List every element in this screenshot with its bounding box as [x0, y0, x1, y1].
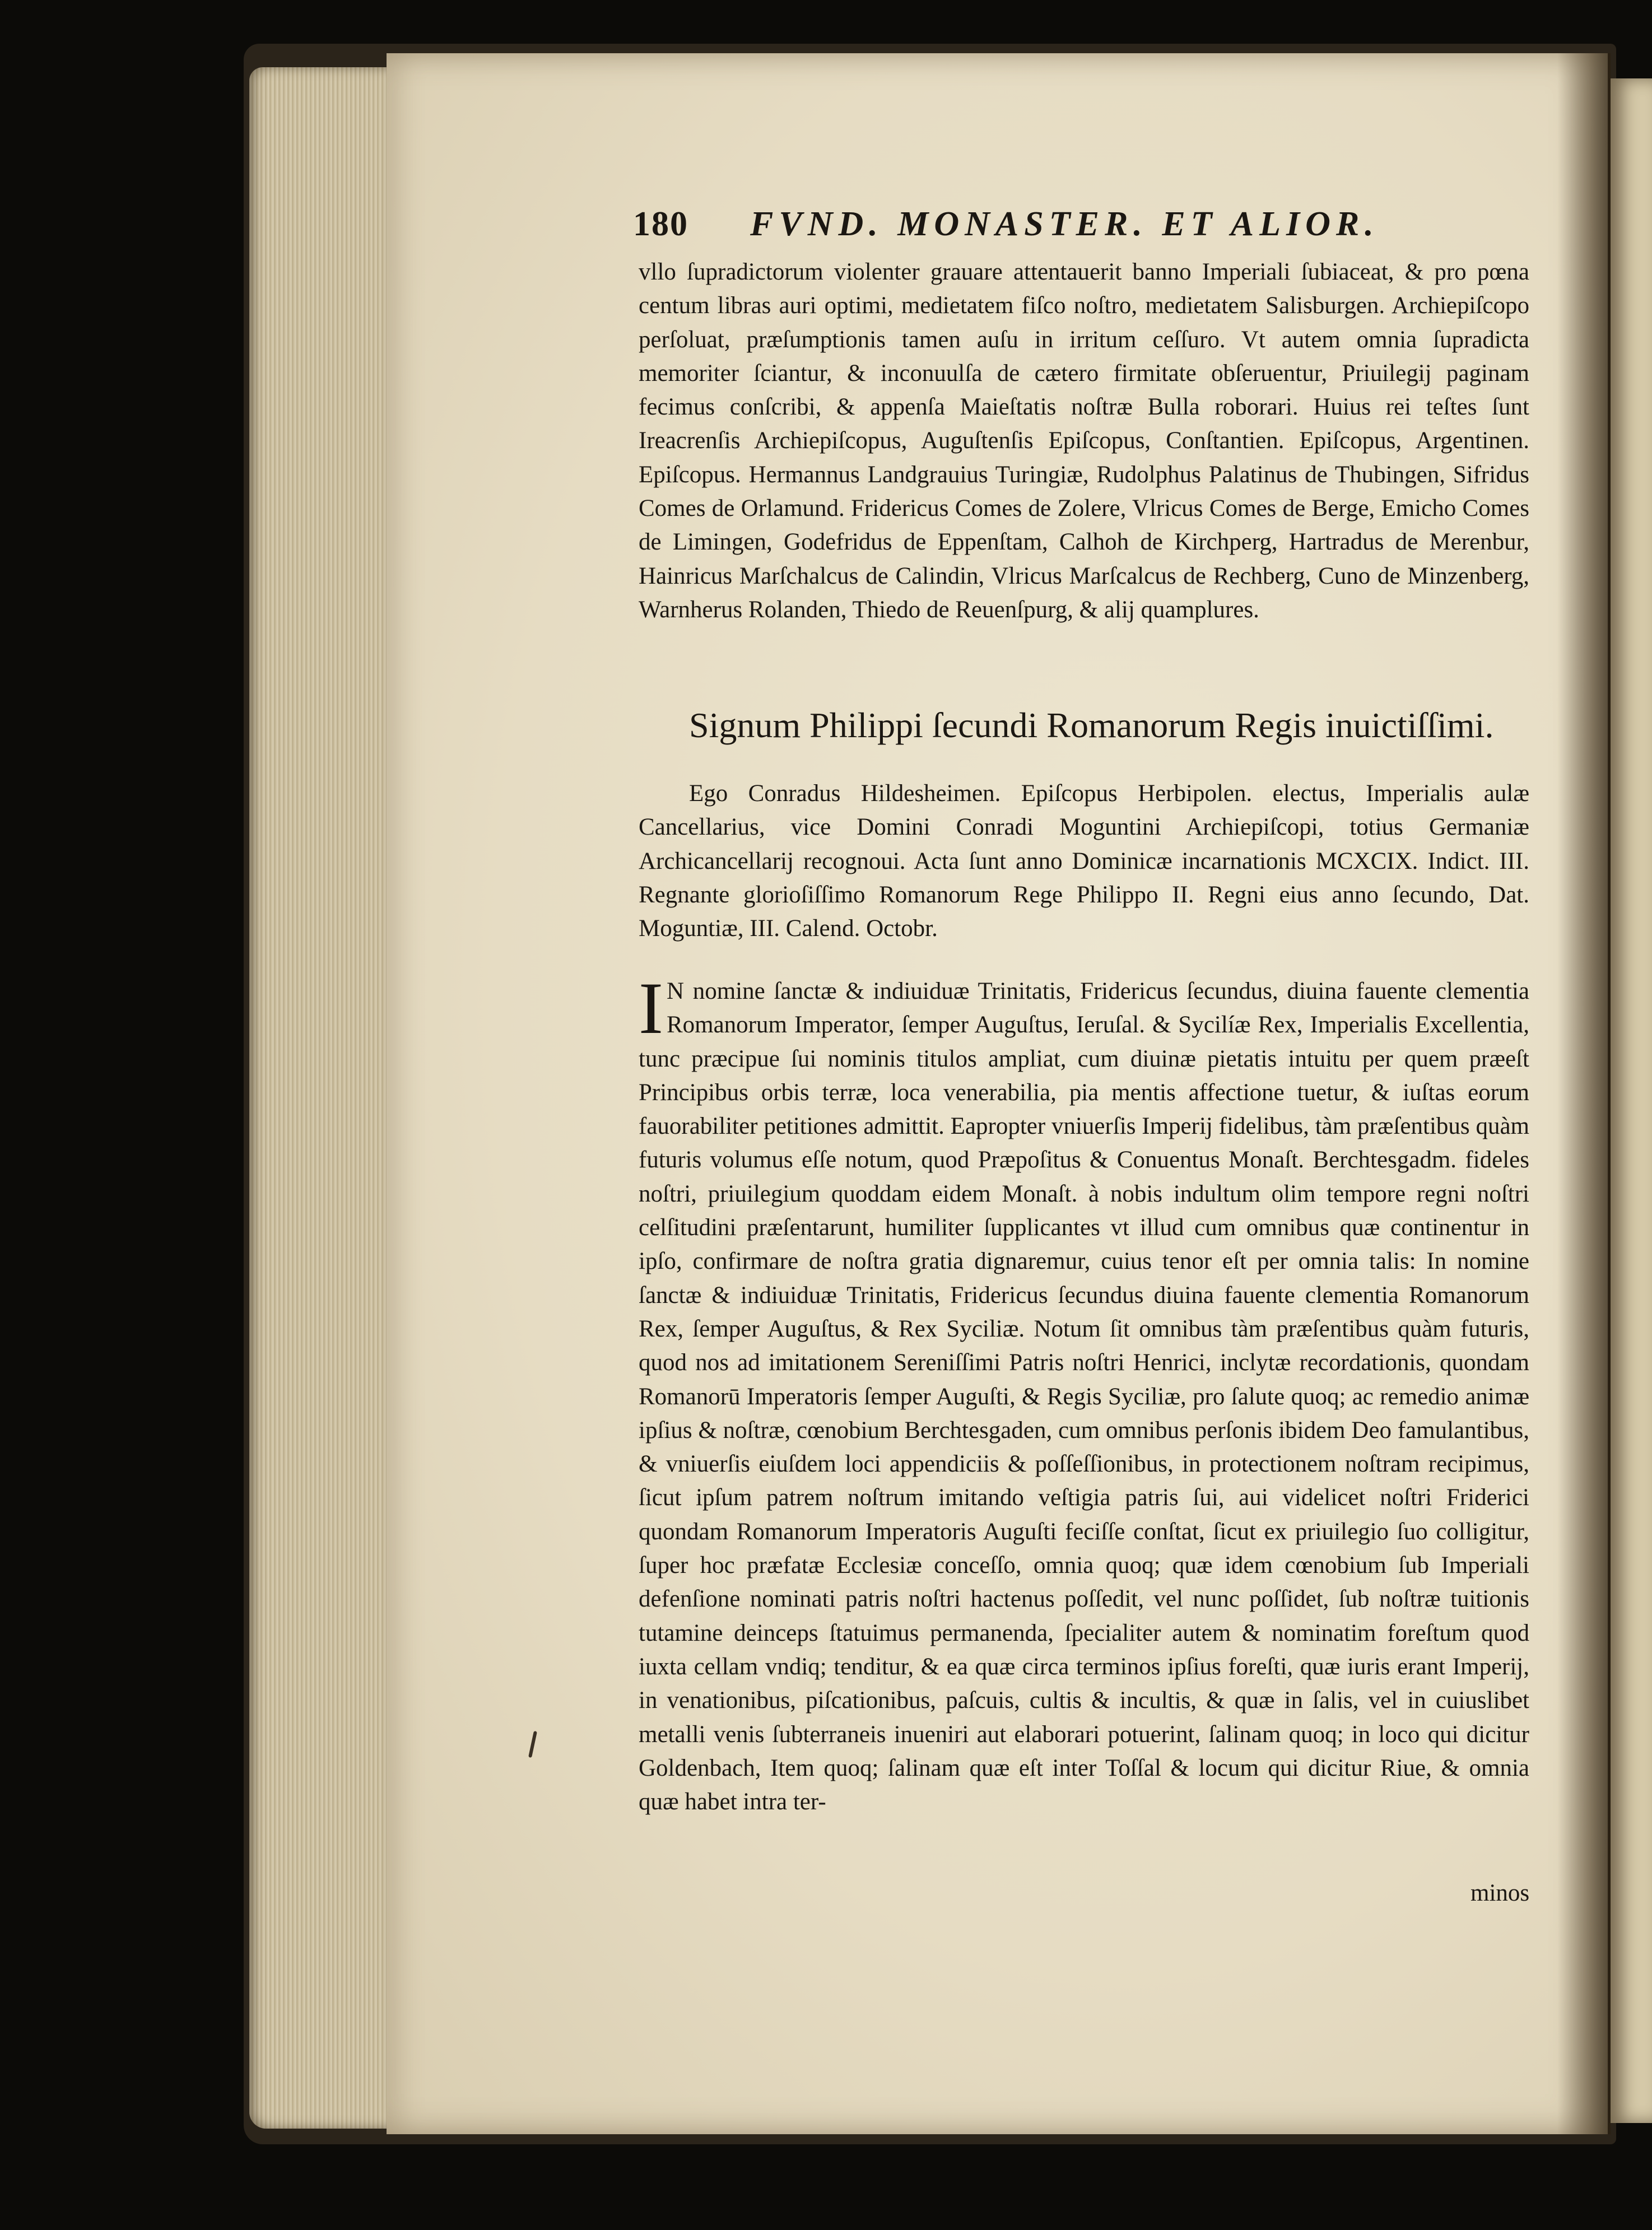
paragraph-3: N nomine ſanctæ & indiuiduæ Trinitatis, Fridericus ſecundus, diuina fauente clementia Romanorum Imperator, ſemper Auguſtus, Ieruſal. & Sycilíæ Rex, Imperialis Excellentia, tunc præcipue ſui nominis titulos ampliat, cum diuinæ pietatis intuitu per quem præeſt Principibus orbis terræ, loca venerabilia, pia mentis affectione tuetur, & iuſtas eorum fauorabiliter petitiones admittit. Eapropter vniuerſis Imperij fidelibus, tàm præſentibus quàm futuris volumus eſſe notum, quod Præpoſitus & Conuentus Monaſt. Berchtesgadm. fideles noſtri, priuilegium quoddam eidem Monaſt. à nobis indultum olim tempore regni noſtri celſitudini præſentarunt, humiliter ſupplicantes vt illud cum omnibus quæ continentur in ipſo, confirmare de noſtra gratia dignaremur, cuius tenor eſt per omnia talis: In nomine ſanctæ & indiuiduæ Trinitatis, Fridericus ſecundus diuina fauente clementia Romanorum Rex, ſemper Auguſtus, & Rex Syciliæ. Notum ſit omnibus tàm præſentibus quàm futuris, quod nos ad imitationem Sereniſſimi Patris noſtri Henrici, inclytæ recordationis, quondam Romanorū Imperatoris ſemper Auguſti, & Regis Syciliæ, pro ſalute quoq; ac remedio animæ ipſius & noſtræ, cœnobium Berchtesgaden, cum omnibus perſonis ibidem Deo famulantibus, & vniuerſis eiuſdem loci appendiciis & poſſeſſionibus, in protectionem noſtram recipimus, ſicut ipſum patrem noſtrum imitando veſtigia patris ſui, aui videlicet noſtri Friderici quondam Romanorum Imperatoris Auguſti feciſſe conſtat, ſicut ex priuilegio ſuo colligitur, ſuper hoc præfatæ Ecclesiæ conceſſo, omnia quoq; quæ idem cœnobium ſub Imperiali defenſione nominati patris noſtri hactenus poſſedit, vel nunc poſſidet, ſub noſtræ tuitionis tutamine deinceps ſtatuimus permanenda, ſpecialiter autem & nominatim foreſtum quod iuxta cellam vndiq; tenditur, & ea quæ circa terminos ipſius foreſti, quæ iuris erant Imperij, in venationibus, piſcationibus, paſcuis, cultis & incultis, & quæ in ſalis, vel in cuiuslibet metalli venis ſubterraneis inueniri aut elaborari potuerint, ſalinam quoq; in loco qui dicitur Goldenbach, Item quoq; ſalinam quæ eſt inter Toſſal & locum qui dicitur Riue, & omnia quæ habet intra ter- [639, 978, 1529, 1815]
page-number: 180 [633, 205, 688, 243]
gutter-shadow [1557, 53, 1611, 2134]
running-head [633, 204, 1529, 255]
section-heading: Signum Philippi ſecundi Romanorum Regis inuictiſſimi. [689, 705, 1494, 745]
running-head-title: FVND. MONASTER. ET ALIOR. [750, 205, 1379, 243]
catchword: minos [1470, 1880, 1530, 1906]
page-edges [249, 67, 389, 2129]
facing-page-edge [1611, 78, 1652, 2123]
drop-cap: I [639, 967, 663, 1049]
paragraph-1: vllo ſupradictorum violenter grauare attentauerit banno Imperiali ſubiaceat, & pro pœna centum libras auri optimi, medietatem fiſco noſtro, medietatem Salisburgen. Archiepiſcopo perſoluat, præſumptionis tamen auſu in irritum ceſſuro. Vt autem omnia ſupradicta memoriter ſciantur, & inconuulſa de cætero firmitate obſeruentur, Priuilegij paginam fecimus conſcribi, & appenſa Maieſtatis noſtræ Bulla roborari. Huius rei teſtes ſunt Ireacrenſis Archiepiſcopus, Auguſtenſis Epiſcopus, Conſtantien. Epiſcopus, Argentinen. Epiſcopus. Hermannus Landgrauius Turingiæ, Rudolphus Palatinus de Thubingen, Sifridus Comes de Orlamund. Fridericus Comes de Zolere, Vlricus Comes de Berge, Emicho Comes de Limingen, Godefridus de Eppenſtam, Calhoh de Kirchperg, Hartradus de Merenbur, Hainricus Marſchalcus de Calindin, Vlricus Marſcalcus de Rechberg, Cuno de Minzenberg, Warnherus Rolanden, Thiedo de Reuenſpurg, & alij quamplures. [639, 259, 1529, 623]
paragraph-3-block [639, 967, 1529, 1819]
paragraph-2: Ego Conradus Hildesheimen. Epiſcopus Herbipolen. electus, Imperialis aulæ Cancellarius, vice Domini Conradi Moguntini Archiepiſcopi, totius Germaniæ Archicancellarij recognoui. Acta ſunt anno Dominicæ incarnationis MCXCIX. Indict. III. Regnante glorioſiſſimo Romanorum Rege Philippo II. Regni eius anno ſecundo, Dat. Moguntiæ, III. Calend. Octobr. [639, 780, 1529, 942]
